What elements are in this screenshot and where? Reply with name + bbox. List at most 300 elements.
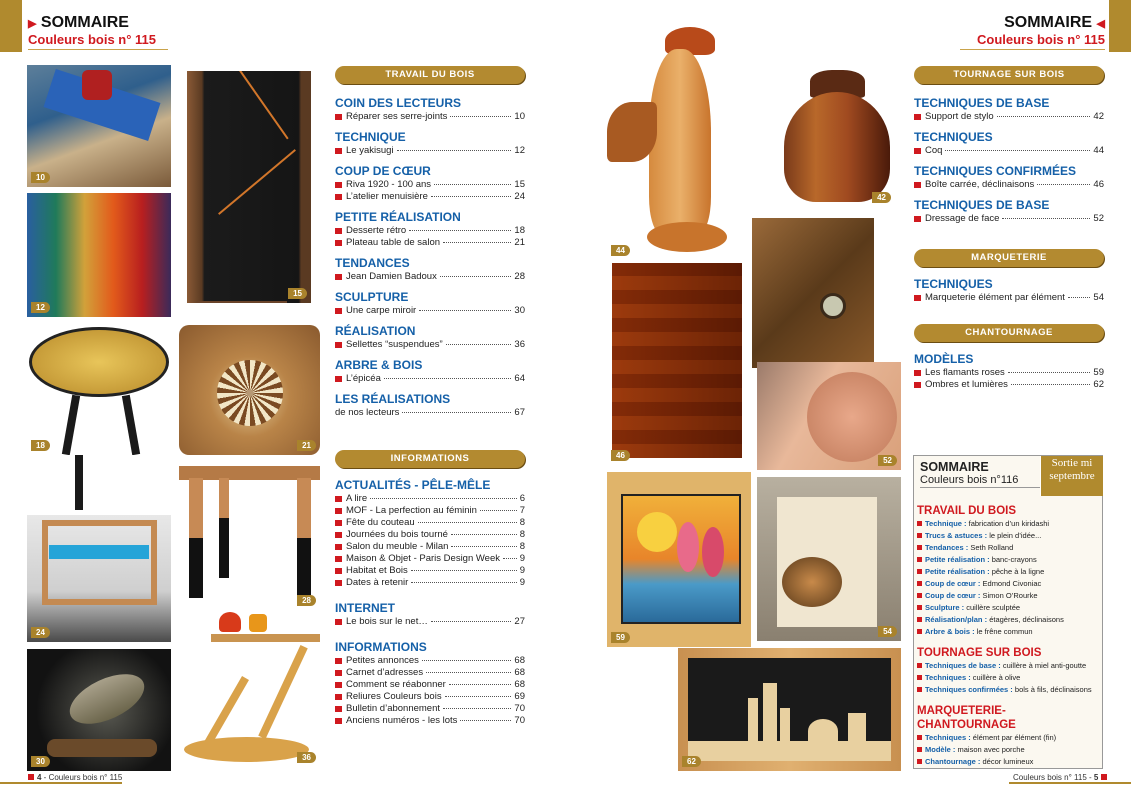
photo-number: 28 (297, 595, 316, 606)
footer-rule-right (1009, 782, 1131, 784)
toc-entry-page: 44 (1093, 145, 1104, 156)
photo-facing (757, 362, 901, 470)
bullet-icon (335, 580, 342, 586)
toc-entry-title: A lire (346, 493, 368, 504)
entry-value: le frêne commun (976, 627, 1033, 636)
entry-category: Petite réalisation : (925, 567, 990, 576)
triangle-right-icon: ▶ (28, 18, 37, 30)
entry-category: Coup de cœur : (925, 591, 981, 600)
toc-section-heading: TECHNIQUES (914, 277, 993, 291)
leader-dots (503, 558, 517, 559)
toc-entry-page: 24 (514, 191, 525, 202)
toc-entry-page: 10 (514, 111, 525, 122)
leader-dots (440, 276, 512, 277)
toc-entry[interactable] (335, 577, 525, 589)
photo-tray (179, 325, 320, 455)
footer-text: - Couleurs bois n° 115 (41, 773, 123, 782)
footer-text: Couleurs bois n° 115 - (1013, 773, 1094, 782)
toc-entry-title: Marqueterie élément par élément (925, 292, 1065, 303)
toc-entry-page: 8 (519, 517, 525, 528)
entry-value: banc-crayons (991, 555, 1037, 564)
next-issue-entry (917, 554, 1102, 566)
toc-section-heading: TECHNIQUES CONFIRMÉES (914, 164, 1077, 178)
next-issue-entry (917, 732, 1102, 744)
toc-entry[interactable] (335, 616, 525, 628)
next-issue-entry (917, 672, 1102, 684)
entry-value: cuillère sculptée (966, 603, 1021, 612)
toc-section-heading: COIN DES LECTEURS (335, 96, 462, 110)
toc-section-heading: TECHNIQUES (914, 130, 993, 144)
toc-entry-title: Bulletin d’abonnement (346, 703, 441, 714)
toc-section (335, 392, 525, 419)
leader-dots (397, 150, 512, 151)
leader-dots (449, 684, 512, 685)
bullet-icon (914, 182, 921, 188)
toc-entry-page: 28 (514, 271, 525, 282)
toc-section-heading: PETITE RÉALISATION (335, 210, 461, 224)
entry-category: Arbre & bois : (925, 627, 975, 636)
bullet-icon (335, 670, 342, 676)
toc-entry-page: 8 (519, 529, 525, 540)
toc-entry-title: Jean Damien Badoux (346, 271, 437, 282)
toc-section-heading: LES RÉALISATIONS (335, 392, 451, 406)
photo-table-18 (27, 325, 171, 455)
toc-section (914, 130, 1104, 157)
toc-entry-title: MOF - La perfection au féminin (346, 505, 477, 516)
leader-dots (409, 230, 511, 231)
photo-number: 44 (611, 245, 630, 256)
photo-number: 36 (297, 752, 316, 763)
toc-entry-page: 59 (1093, 367, 1104, 378)
toc-entry-page: 9 (519, 577, 525, 588)
toc-section-heading: INTERNET (335, 601, 395, 615)
bullet-icon (914, 148, 921, 154)
toc-section-heading: TECHNIQUES DE BASE (914, 198, 1050, 212)
entry-category: Techniques : (925, 733, 971, 742)
photo-carp (27, 649, 171, 771)
toc-entry[interactable] (335, 407, 525, 419)
toc-entry[interactable] (335, 493, 525, 505)
toc-entry-page: 30 (514, 305, 525, 316)
bullet-icon (335, 228, 342, 234)
entry-value: Simon O’Rourke (982, 591, 1038, 600)
toc-entry-title: Une carpe miroir (346, 305, 417, 316)
toc-section-heading: TECHNIQUE (335, 130, 406, 144)
toc-section (914, 96, 1104, 123)
photo-sellette (179, 612, 320, 767)
toc-entry-page: 21 (514, 237, 525, 248)
toc-entry-page: 69 (514, 691, 525, 702)
toc-entry[interactable] (914, 111, 1104, 123)
toc-entry-title: Carnet d’adresses (346, 667, 424, 678)
photo-rooster (607, 27, 747, 260)
leader-dots (431, 621, 512, 622)
toc-entry-title: Riva 1920 - 100 ans (346, 179, 432, 190)
leader-dots (945, 150, 1090, 151)
toc-section (335, 358, 525, 385)
toc-entry[interactable] (335, 655, 525, 667)
entry-category: Coup de cœur : (925, 579, 981, 588)
toc-entry-title: Desserte rétro (346, 225, 407, 236)
next-issue-entry (917, 542, 1102, 554)
photo-number: 12 (31, 302, 50, 313)
toc-entry-page: 42 (1093, 111, 1104, 122)
leader-dots (446, 344, 512, 345)
bullet-icon (335, 694, 342, 700)
next-issue-entry (917, 756, 1102, 768)
bullet-icon (917, 735, 922, 740)
leader-dots (1002, 218, 1090, 219)
toc-entry-title: Plateau table de salon (346, 237, 441, 248)
photo-side-table (179, 466, 320, 610)
toc-section (914, 277, 1104, 304)
toc-entry[interactable] (335, 517, 525, 529)
toc-entry[interactable] (914, 367, 1104, 379)
leader-dots (997, 116, 1091, 117)
leader-dots (480, 510, 517, 511)
next-issue-entry (917, 626, 1102, 638)
leader-dots (426, 672, 511, 673)
bullet-icon (917, 629, 922, 634)
toc-entry[interactable] (335, 565, 525, 577)
bullet-icon (335, 544, 342, 550)
photo-number: 15 (288, 288, 307, 299)
toc-section (335, 256, 525, 283)
toc-entry-page: 64 (514, 373, 525, 384)
entry-value: élément par élément (fin) (972, 733, 1057, 742)
footer-rule-left (0, 782, 122, 784)
toc-entry-title: Le bois sur le net… (346, 616, 428, 627)
page-number: 5 (1093, 773, 1099, 782)
toc-entry-title: Les flamants roses (925, 367, 1005, 378)
leader-dots (450, 116, 511, 117)
next-issue-entry (917, 602, 1102, 614)
next-issue-entry (917, 684, 1102, 696)
triangle-left-icon: ◀ (1096, 18, 1105, 30)
toc-entry[interactable] (914, 145, 1104, 157)
toc-section (335, 640, 525, 727)
toc-entry-title: Salon du meuble - Milan (346, 541, 449, 552)
entry-value: Seth Rolland (970, 543, 1014, 552)
bullet-icon (917, 545, 922, 550)
toc-entry-page: 12 (514, 145, 525, 156)
page-title: SOMMAIRE (40, 14, 129, 31)
bullet-icon (335, 556, 342, 562)
next-issue-entry (917, 590, 1102, 602)
toc-entry[interactable] (335, 237, 525, 249)
entry-value: bols à fils, déclinaisons (1014, 685, 1092, 694)
left-corner-tab (0, 0, 22, 52)
entry-category: Petite réalisation : (925, 555, 990, 564)
toc-section (914, 164, 1104, 191)
toc-entry[interactable] (335, 703, 525, 715)
toc-section (335, 210, 525, 249)
bullet-icon (917, 605, 922, 610)
toc-entry[interactable] (335, 667, 525, 679)
entry-value: décor lumineux (982, 757, 1034, 766)
next-issue-entry (917, 614, 1102, 626)
toc-entry-page: 7 (519, 505, 525, 516)
bullet-icon (335, 496, 342, 502)
toc-entry[interactable] (914, 292, 1104, 304)
toc-entry-page: 68 (514, 679, 525, 690)
bullet-icon (335, 240, 342, 246)
bullet-icon (917, 557, 922, 562)
toc-entry-page: 8 (519, 541, 525, 552)
leader-dots (451, 546, 516, 547)
toc-section-heading: COUP DE CŒUR (335, 164, 431, 178)
entry-category: Techniques confirmées : (925, 685, 1013, 694)
photo-box-46 (607, 258, 749, 465)
leader-dots (443, 708, 511, 709)
photo-number: 24 (31, 627, 50, 638)
toc-entry[interactable] (335, 679, 525, 691)
toc-entry-page: 27 (514, 616, 525, 627)
bullet-icon (335, 619, 342, 625)
toc-entry[interactable] (335, 529, 525, 541)
toc-entry-page: 15 (514, 179, 525, 190)
banner-chantournage: CHANTOURNAGE (914, 324, 1104, 342)
next-issue-entry (917, 744, 1102, 756)
photo-number: 46 (611, 450, 630, 461)
toc-entry-title: L’atelier menuisière (346, 191, 428, 202)
photo-clamp (27, 65, 171, 187)
page-number: 4 (37, 773, 42, 782)
bullet-icon (335, 568, 342, 574)
toc-section-heading: SCULPTURE (335, 290, 409, 304)
entry-value: pêche à la ligne (991, 567, 1045, 576)
entry-value: maison avec porche (957, 745, 1025, 754)
toc-entry[interactable] (335, 305, 525, 317)
toc-entry-title: L’épicéa (346, 373, 381, 384)
leader-dots (1011, 384, 1091, 385)
toc-entry[interactable] (335, 373, 525, 385)
toc-entry-title: Anciens numéros - les lots (346, 715, 458, 726)
bullet-icon (335, 532, 342, 538)
toc-section (335, 290, 525, 317)
leader-dots (419, 310, 511, 311)
page-title: SOMMAIRE (1004, 14, 1093, 31)
right-corner-tab (1109, 0, 1131, 52)
bullet-icon (335, 114, 342, 120)
toc-entry-title: Le yakisugi (346, 145, 394, 156)
entry-category: Chantournage : (925, 757, 981, 766)
toc-entry-page: 54 (1093, 292, 1104, 303)
next-issue-entry (917, 530, 1102, 542)
photo-box-walnut (750, 213, 878, 371)
toc-entry[interactable] (335, 691, 525, 703)
toc-entry-title: Réparer ses serre-joints (346, 111, 448, 122)
bullet-icon (917, 663, 922, 668)
photo-chair (27, 515, 171, 642)
photo-yakisugi (27, 193, 171, 317)
bullet-icon (917, 569, 922, 574)
toc-entry-title: de nos lecteurs (335, 407, 400, 418)
next-issue-heading: TRAVAIL DU BOIS (917, 505, 1017, 517)
toc-entry-page: 18 (514, 225, 525, 236)
photo-number: 21 (297, 440, 316, 451)
toc-entry[interactable] (335, 225, 525, 237)
bullet-icon (914, 114, 921, 120)
toc-entry[interactable] (335, 553, 525, 565)
bullet-icon (335, 508, 342, 514)
bullet-icon (335, 308, 342, 314)
bullet-icon (335, 274, 342, 280)
entry-value: fabrication d’un kiridashi (968, 519, 1050, 528)
toc-section (335, 324, 525, 351)
toc-entry-title: Support de stylo (925, 111, 994, 122)
photo-number: 52 (878, 455, 897, 466)
bullet-icon (917, 687, 922, 692)
toc-right-column (914, 66, 1104, 398)
toc-entry-title: Dates à retenir (346, 577, 409, 588)
bullet-icon (335, 148, 342, 154)
leader-dots (460, 720, 511, 721)
entry-category: Modèle : (925, 745, 956, 754)
toc-section-heading: INFORMATIONS (335, 640, 427, 654)
bullet-icon (917, 675, 922, 680)
bullet-icon (335, 376, 342, 382)
bullet-icon (914, 295, 921, 301)
toc-section-heading: RÉALISATION (335, 324, 416, 338)
toc-entry[interactable] (335, 191, 525, 203)
bullet-icon (335, 182, 342, 188)
bullet-icon (914, 216, 921, 222)
toc-entry-page: 70 (514, 715, 525, 726)
toc-entry-title: Boîte carrée, déclinaisons (925, 179, 1035, 190)
toc-section (335, 130, 525, 157)
photo-skyline (678, 648, 901, 771)
bullet-icon (335, 194, 342, 200)
entry-category: Sculpture : (925, 603, 965, 612)
leader-dots (402, 412, 511, 413)
toc-entry-page: 9 (519, 553, 525, 564)
photo-number: 18 (31, 440, 50, 451)
toc-entry[interactable] (335, 505, 525, 517)
banner-travail-du-bois: TRAVAIL DU BOIS (335, 66, 525, 84)
entry-category: Tendances : (925, 543, 969, 552)
toc-entry-title: Coq (925, 145, 943, 156)
release-badge: Sortie mi septembre (1040, 456, 1103, 496)
toc-entry-page: 46 (1093, 179, 1104, 190)
bullet-icon (917, 747, 922, 752)
toc-entry-title: Ombres et lumières (925, 379, 1008, 390)
next-issue-heading: TOURNAGE SUR BOIS (917, 647, 1042, 659)
leader-dots (1068, 297, 1090, 298)
leader-dots (370, 498, 517, 499)
page-subtitle: Couleurs bois n° 115 (28, 32, 157, 47)
bullet-icon (917, 521, 922, 526)
toc-entry-page: 68 (514, 655, 525, 666)
banner-marqueterie: MARQUETERIE (914, 249, 1104, 267)
toc-entry-page: 70 (514, 703, 525, 714)
toc-entry[interactable] (914, 213, 1104, 225)
toc-entry-page: 6 (519, 493, 525, 504)
toc-section-heading: TENDANCES (335, 256, 410, 270)
toc-entry-title: Dressage de face (925, 213, 1000, 224)
footer-left (28, 773, 122, 782)
bullet-icon (335, 718, 342, 724)
leader-dots (411, 582, 516, 583)
photo-number: 42 (872, 192, 891, 203)
toc-section (335, 96, 525, 123)
toc-section-heading: TECHNIQUES DE BASE (914, 96, 1050, 110)
photo-cabinet (187, 71, 311, 303)
footer-right (1013, 773, 1107, 782)
bullet-icon (335, 342, 342, 348)
next-issue-header (920, 460, 1040, 488)
leader-dots (434, 184, 511, 185)
toc-section (335, 601, 525, 628)
toc-entry[interactable] (335, 179, 525, 191)
entry-category: Technique : (925, 519, 967, 528)
leader-dots (411, 570, 517, 571)
photo-marquetry-box (757, 477, 901, 641)
leader-dots (445, 696, 512, 697)
toc-entry[interactable] (335, 111, 525, 123)
bullet-icon (917, 759, 922, 764)
toc-entry-page: 68 (514, 667, 525, 678)
photo-number: 62 (682, 756, 701, 767)
photo-vase (780, 70, 895, 207)
toc-entry[interactable] (914, 379, 1104, 391)
toc-section-heading: MODÈLES (914, 352, 974, 366)
toc-entry[interactable] (335, 271, 525, 283)
next-issue-entry (917, 660, 1102, 672)
entry-category: Réalisation/plan : (925, 615, 988, 624)
leader-dots (384, 378, 512, 379)
bullet-icon (335, 706, 342, 712)
next-issue-heading: MARQUETERIE-CHANTOURNAGE (917, 705, 1016, 731)
toc-entry-page: 9 (519, 565, 525, 576)
next-issue-entry (917, 566, 1102, 578)
bullet-icon (335, 658, 342, 664)
next-issue-box (913, 455, 1103, 769)
photo-number: 10 (31, 172, 50, 183)
toc-entry[interactable] (914, 179, 1104, 191)
toc-entry[interactable] (335, 715, 525, 727)
leader-dots (431, 196, 512, 197)
next-issue-title: SOMMAIRE (920, 460, 989, 474)
toc-entry-page: 36 (514, 339, 525, 350)
leader-dots (451, 534, 517, 535)
toc-entry[interactable] (335, 339, 525, 351)
photo-number: 59 (611, 632, 630, 643)
toc-entry-title: Journées du bois tourné (346, 529, 448, 540)
toc-entry-title: Fête du couteau (346, 517, 415, 528)
toc-entry[interactable] (335, 541, 525, 553)
bullet-icon (914, 370, 921, 376)
toc-section (335, 478, 525, 589)
left-header (28, 14, 168, 50)
bullet-icon (917, 533, 922, 538)
entry-category: Techniques de base : (925, 661, 1001, 670)
photo-number: 54 (878, 626, 897, 637)
leader-dots (1008, 372, 1091, 373)
entry-category: Trucs & astuces : (925, 531, 988, 540)
toc-section-heading: ACTUALITÉS - PÊLE-MÊLE (335, 478, 491, 492)
entry-category: Techniques : (925, 673, 971, 682)
toc-section (335, 164, 525, 203)
bullet-icon (917, 617, 922, 622)
leader-dots (1037, 184, 1090, 185)
toc-entry-title: Sellettes “suspendues” (346, 339, 443, 350)
entry-value: cuillère à miel anti-goutte (1002, 661, 1087, 670)
toc-entry[interactable] (335, 145, 525, 157)
banner-tournage-sur-bois: TOURNAGE SUR BOIS (914, 66, 1104, 84)
toc-entry-title: Petites annonces (346, 655, 419, 666)
photo-number: 30 (31, 756, 50, 767)
